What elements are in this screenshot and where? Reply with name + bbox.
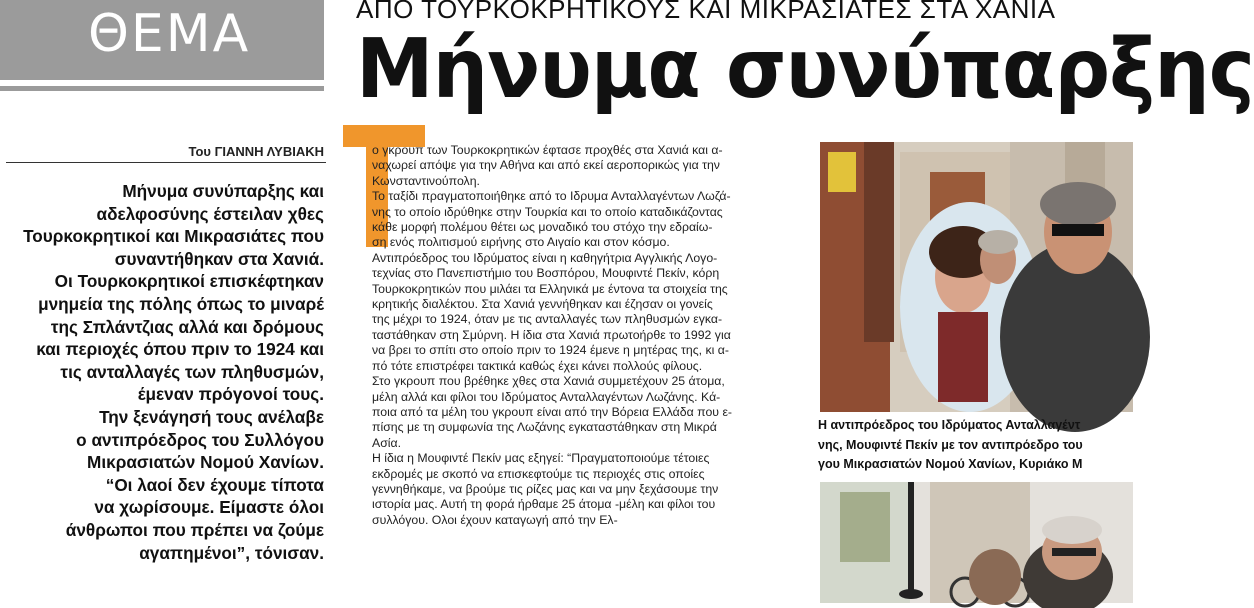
photo-illustration [820, 142, 1133, 412]
body-line: ση ενός πολιτισμού ειρήνης στο Αιγαίο και στον κόσμο. [372, 235, 670, 250]
body-line: κάθε μορφή πολέμου θέτει ως μοναδικό του στόχο την εδραίω- [372, 220, 713, 235]
body-line: ναχωρεί απόψε για την Αθήνα και από εκεί αεροπορικώς για την [372, 158, 720, 173]
lead-line: άνθρωποι που πρέπει να ζούμε [65, 519, 324, 540]
body-line: νης το οποίο ιδρύθηκε στην Τουρκία και το οποίο καταδικάζοντας [372, 204, 723, 219]
body-line: ιστορία μας. Αυτή τη φορά ήρθαμε 25 άτομα -μέλη και φίλοι του [372, 497, 716, 512]
article-body [372, 143, 770, 528]
lead-line: αδελφοσύνης έστειλαν χθες [96, 203, 324, 224]
photo-caption [818, 416, 1133, 475]
lead-line: τις ανταλλαγές των πληθυσμών, [60, 361, 324, 382]
lead-line: Μικρασιατών Νομού Χανίων. [87, 452, 324, 473]
body-line: εκδρομές με σκοπό να επισκεφτούμε τις περιοχές στις οποίες [372, 466, 705, 481]
caption-line: Η αντιπρόεδρος του Ιδρύματος Ανταλλαγέντ [818, 418, 1081, 432]
section-banner [0, 0, 324, 80]
lead-line: να χωρίσουμε. Είμαστε όλοι [94, 497, 324, 518]
body-line: τεχνίας στο Πανεπιστήμιο του Βοσπόρου, Μουφιντέ Πεκίν, κόρη [372, 266, 720, 281]
body-line: Τουρκοκρητικών που μιλάει τα Ελληνικά με έντονα τα στοιχεία της [372, 281, 728, 296]
lead-line: Την ξενάγησή τους ανέλαβε [99, 406, 324, 427]
lead-line: έμεναν πρόγονοί τους. [137, 384, 324, 405]
body-line: Το ταξίδι πραγματοποιήθηκε από το Ιδρυμα Ανταλλαγέντων Λωζά- [372, 189, 731, 204]
body-line: να βρει το σπίτι στο οποίο πριν το 1924 έμενε η μητέρας της, κι α- [372, 343, 729, 358]
body-line: γεννηθήκαμε, να βρούμε τις ρίζες μας και να μην ξεχάσουμε την [372, 481, 719, 496]
body-line: ταστάθηκαν στη Σμύρνη. Η ίδια στα Χανιά πρωτοήρθε το 1992 για [372, 327, 731, 342]
caption-line: νης, Μουφιντέ Πεκίν με τον αντιπρόεδρο του [818, 437, 1083, 452]
lead-line: συναντήθηκαν στα Χανιά. [114, 248, 324, 269]
lead-line: της Σπλάντζιας αλλά και δρόμους [50, 316, 324, 337]
body-line: Κωνσταντινούπολη. [372, 173, 480, 188]
body-line: πίσης με τη συμφωνία της Λωζάνης εγκαταστάθηκαν στη Μικρά [372, 420, 717, 435]
lead-paragraph [6, 180, 324, 564]
body-line: ποια από τα μέλη του γκρουπ είναι από την Βόρεια Ελλάδα που ε- [372, 404, 733, 419]
body-line: μέλη αλλά και φίλοι του Ιδρύματος Ανταλλαγέντων Λωζάνης. Κά- [372, 389, 721, 404]
byline: Του ΓΙΑΝΝΗ ΛΥΒΙΑΚΗ [188, 144, 324, 159]
lead-line: ο αντιπρόεδρος του Συλλόγου [76, 429, 324, 450]
lead-line: Οι Τουρκοκρητικοί επισκέφτηκαν [54, 271, 324, 292]
section-divider [0, 86, 324, 91]
article-photo [820, 142, 1133, 412]
headline: Μήνυμα συνύπαρξης [356, 22, 1254, 117]
body-line: ο γκρουπ των Τουρκοκρητικών έφτασε προχθές στα Χανιά και α- [372, 143, 723, 157]
lead-line: και περιοχές όπου πριν το 1924 και [36, 339, 324, 360]
caption-line: γου Μικρασιατών Νομού Χανίων, Κυριάκο Μ [818, 457, 1083, 471]
byline-rule [6, 162, 326, 163]
body-line: Η ίδια η Μουφιντέ Πεκίν μας εξηγεί: “Πραγματοποιούμε τέτοιες [372, 451, 710, 466]
body-line: Αντιπρόεδρος του Ιδρύματος είναι η καθηγήτρια Αγγλικής Λογο- [372, 250, 718, 265]
body-line: πό τότε επιστρέφει τακτικά καθώς έχει κάνει πολλούς φίλους. [372, 358, 703, 373]
lead-line: Μήνυμα συνύπαρξης και [122, 181, 324, 201]
lead-line: αγαπημένοι”, τόνισαν. [139, 542, 324, 563]
lead-line: Τουρκοκρητικοί και Μικρασιάτες που [23, 226, 324, 247]
body-line: της μέχρι το 1924, όταν με τις ανταλλαγές των πληθυσμών εγκα- [372, 312, 723, 327]
lead-line: μνημεία της πόλης όπως το μιναρέ [38, 293, 324, 314]
lead-line: “Οι λαοί δεν έχουμε τίποτα [105, 474, 324, 495]
photo-illustration [820, 482, 1133, 603]
body-line: κρητικής διαλέκτου. Στα Χανιά γεννήθηκαν και έζησαν οι γονείς [372, 297, 713, 312]
body-line: Στο γκρουπ που βρέθηκε χθες στα Χανιά συμμετέχουν 25 άτομα, [372, 374, 725, 389]
section-label: ΘΕΜΑ [88, 4, 251, 64]
kicker: ΑΠΟ ΤΟΥΡΚΟΚΡΗΤΙΚΟΥΣ ΚΑΙ ΜΙΚΡΑΣΙΑΤΕΣ ΣΤΑ ΧΑΝΙΑ [356, 0, 1056, 24]
body-line: Ασία. [372, 435, 402, 450]
body-line: συλλόγου. Ολοι έχουν καταγωγή από την Ελ- [372, 512, 618, 527]
article-photo-secondary [820, 482, 1133, 603]
